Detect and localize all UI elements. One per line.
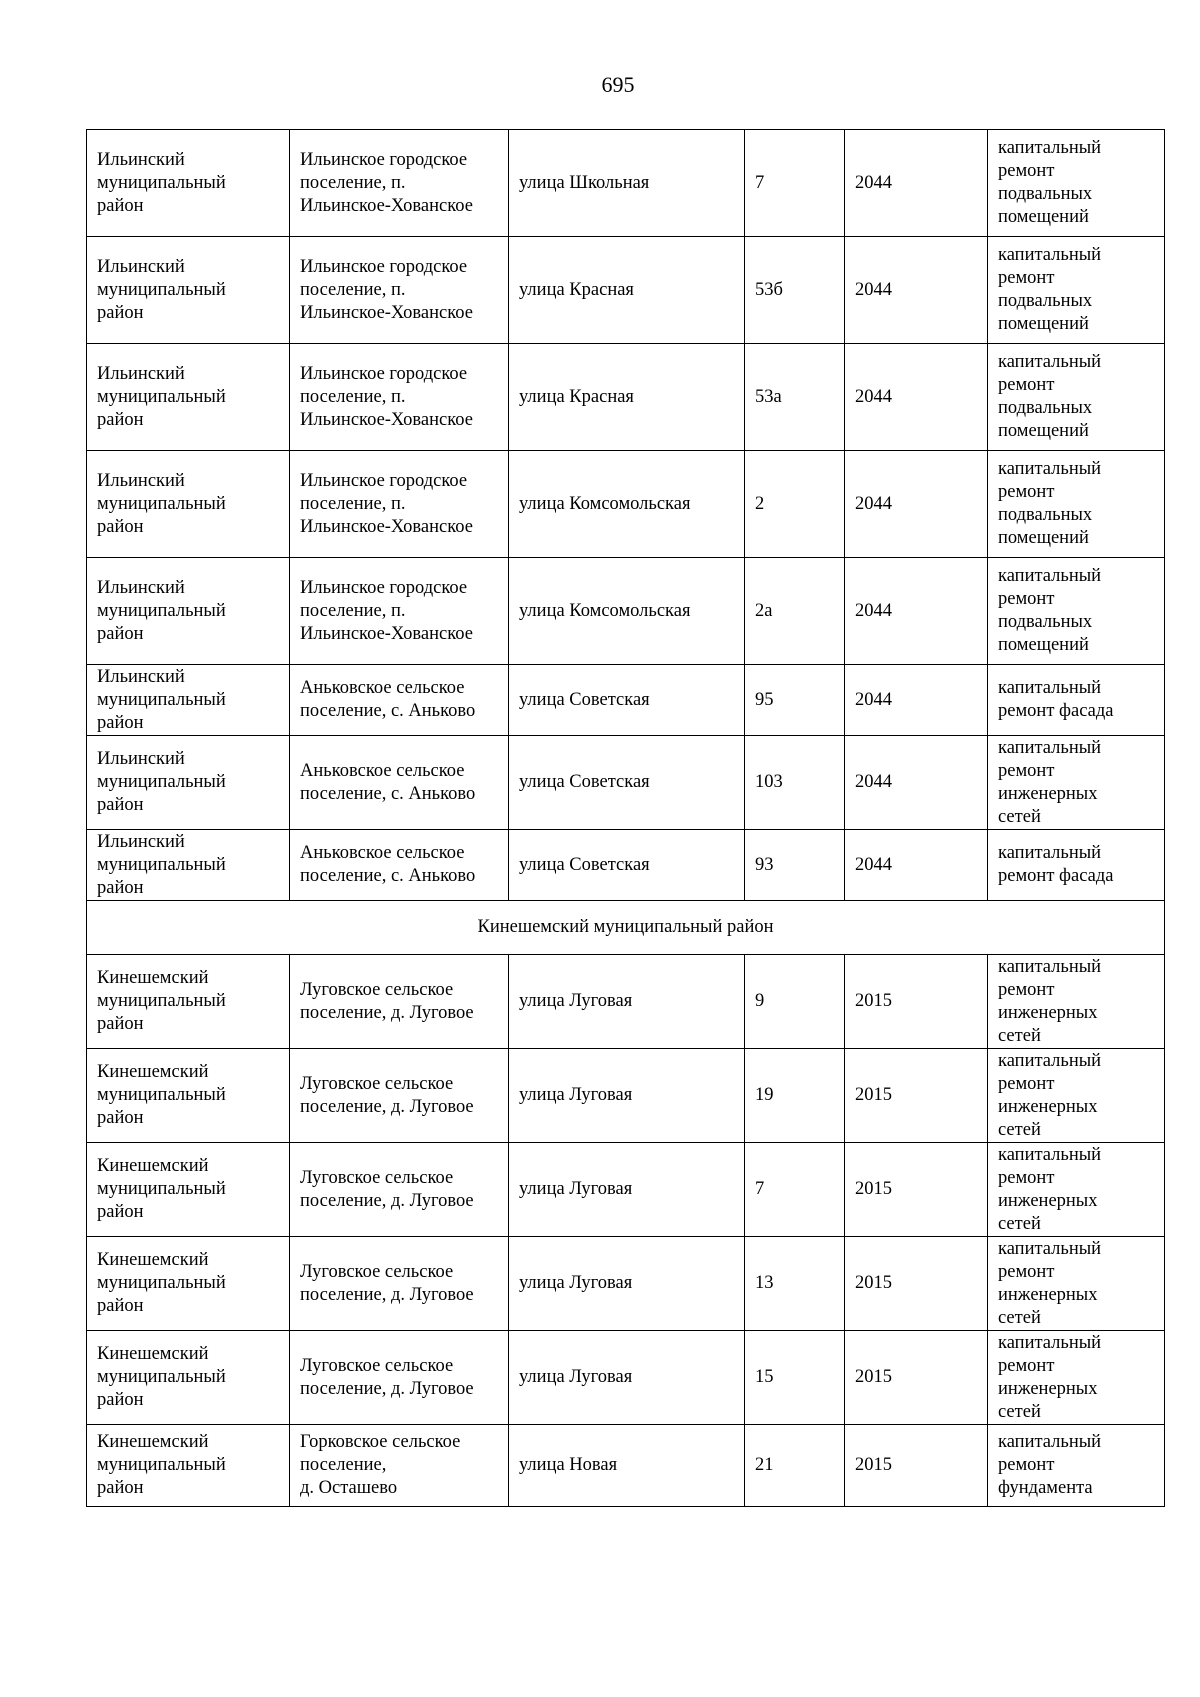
- work-type-cell: [988, 1143, 1165, 1237]
- cell-text-line: подвальных: [998, 505, 1093, 525]
- house-text: 93: [755, 854, 774, 875]
- cell-text-line: Луговское сельское: [300, 1167, 454, 1188]
- cell-text-line: инженерных: [998, 783, 1098, 804]
- cell-text-line: Кинешемский: [97, 1156, 209, 1176]
- house-cell: [745, 1049, 845, 1143]
- year-cell: [845, 736, 988, 830]
- cell-text-line: муниципальный: [97, 386, 226, 407]
- table-row: [87, 830, 1165, 901]
- work-type-cell: [988, 344, 1165, 451]
- cell-text-line: Ильинский: [97, 470, 185, 491]
- cell-text-line: муниципальный: [97, 772, 226, 792]
- cell-text-line: муниципальный: [97, 854, 226, 875]
- year-text: 2015: [855, 991, 892, 1011]
- house-text: 103: [755, 772, 783, 792]
- cell-text-line: капитальный: [998, 566, 1102, 586]
- cell-text-line: ремонт: [998, 375, 1055, 395]
- street-cell: [509, 558, 745, 665]
- house-text: 53а: [755, 386, 782, 407]
- settlement-cell: [290, 830, 509, 901]
- work-type-cell: [988, 665, 1165, 736]
- street-text: улица Советская: [519, 772, 650, 792]
- cell-text-line: Ильинский: [97, 363, 185, 384]
- house-text: 15: [755, 1367, 774, 1387]
- cell-text-line: Ильинское-Хованское: [300, 516, 473, 537]
- cell-text-line: инженерных: [998, 1284, 1098, 1305]
- cell-text-line: поселение, д. Луговое: [300, 1096, 474, 1117]
- cell-text-line: поселение, д. Луговое: [300, 1284, 474, 1305]
- street-cell: [509, 451, 745, 558]
- street-text: улица Красная: [519, 279, 634, 300]
- year-cell: [845, 665, 988, 736]
- district-cell: [87, 955, 290, 1049]
- street-text: улица Новая: [519, 1455, 618, 1475]
- cell-text-line: муниципальный: [97, 1455, 226, 1475]
- house-cell: [745, 736, 845, 830]
- table-row: [87, 1143, 1165, 1237]
- year-cell: [845, 451, 988, 558]
- cell-text-line: поселение, д. Луговое: [300, 1378, 474, 1399]
- street-text: улица Луговая: [519, 991, 633, 1011]
- cell-text-line: поселение, п.: [300, 600, 406, 621]
- table-row: [87, 558, 1165, 665]
- work-type-cell: [988, 955, 1165, 1049]
- year-text: 2015: [855, 1367, 892, 1387]
- page-number: 695: [601, 72, 635, 97]
- cell-text-line: капитальный: [998, 1238, 1102, 1259]
- house-cell: [745, 1425, 845, 1507]
- year-text: 2044: [855, 689, 892, 710]
- table-row: [87, 237, 1165, 344]
- cell-text-line: капитальный: [998, 1144, 1102, 1165]
- work-type-cell: [988, 1425, 1165, 1507]
- cell-text-line: сетей: [998, 1025, 1041, 1046]
- cell-text-line: д. Осташево: [300, 1478, 398, 1498]
- house-cell: [745, 1237, 845, 1331]
- cell-text-line: Луговское сельское: [300, 1261, 454, 1282]
- district-cell: [87, 344, 290, 451]
- house-text: 7: [755, 172, 765, 193]
- street-cell: [509, 1425, 745, 1507]
- cell-text-line: инженерных: [998, 1190, 1098, 1211]
- year-cell: [845, 1237, 988, 1331]
- year-text: 2044: [855, 854, 892, 875]
- settlement-cell: [290, 344, 509, 451]
- cell-text-line: район: [97, 712, 144, 733]
- house-cell: [745, 1331, 845, 1425]
- cell-text-line: район: [97, 1390, 144, 1410]
- house-text: 9: [755, 991, 765, 1011]
- year-cell: [845, 955, 988, 1049]
- settlement-cell: [290, 736, 509, 830]
- house-cell: [745, 558, 845, 665]
- street-text: улица Советская: [519, 854, 650, 875]
- year-text: 2044: [855, 772, 892, 792]
- settlement-cell: [290, 955, 509, 1049]
- cell-text-line: инженерных: [998, 1096, 1098, 1117]
- table-row: [87, 451, 1165, 558]
- street-text: улица Луговая: [519, 1273, 633, 1293]
- district-cell: [87, 736, 290, 830]
- cell-text-line: район: [97, 1478, 144, 1498]
- year-cell: [845, 130, 988, 237]
- cell-text-line: капитальный: [998, 1432, 1102, 1452]
- cell-text-line: район: [97, 795, 144, 815]
- cell-text-line: Кинешемский: [97, 968, 209, 988]
- cell-text-line: подвальных: [998, 184, 1093, 204]
- work-type-cell: [988, 830, 1165, 901]
- cell-text-line: сетей: [998, 1213, 1041, 1234]
- cell-text-line: поселение,: [300, 1455, 387, 1475]
- cell-text-line: Кинешемский: [97, 1250, 209, 1270]
- cell-text-line: сетей: [998, 806, 1041, 827]
- cell-text-line: муниципальный: [97, 279, 226, 300]
- house-text: 13: [755, 1273, 774, 1293]
- settlement-cell: [290, 558, 509, 665]
- year-cell: [845, 344, 988, 451]
- settlement-cell: [290, 451, 509, 558]
- cell-text-line: район: [97, 1296, 144, 1316]
- house-cell: [745, 130, 845, 237]
- cell-text-line: сетей: [998, 1401, 1041, 1422]
- work-type-cell: [988, 130, 1165, 237]
- cell-text-line: муниципальный: [97, 172, 226, 193]
- cell-text-line: капитальный: [998, 678, 1102, 698]
- cell-text-line: ремонт: [998, 1167, 1055, 1188]
- cell-text-line: поселение, п.: [300, 493, 406, 514]
- cell-text-line: Ильинское городское: [300, 470, 468, 491]
- table-row: [87, 955, 1165, 1049]
- district-cell: [87, 1331, 290, 1425]
- work-type-cell: [988, 1049, 1165, 1143]
- cell-text-line: подвальных: [998, 291, 1093, 311]
- street-text: улица Луговая: [519, 1179, 633, 1199]
- cell-text-line: муниципальный: [97, 991, 226, 1011]
- cell-text-line: район: [97, 877, 144, 898]
- cell-text-line: Кинешемский: [97, 1062, 209, 1082]
- cell-text-line: Ильинский: [97, 149, 185, 170]
- street-cell: [509, 130, 745, 237]
- category-heading: Кинешемский муниципальный район: [87, 901, 1165, 955]
- cell-text-line: Луговское сельское: [300, 1355, 454, 1376]
- cell-text-line: ремонт: [998, 268, 1055, 288]
- cell-text-line: муниципальный: [97, 1085, 226, 1105]
- year-text: 2015: [855, 1179, 892, 1199]
- cell-text-line: район: [97, 195, 144, 216]
- cell-text-line: Ильинское городское: [300, 256, 468, 277]
- cell-text-line: Аньковское сельское: [300, 843, 465, 863]
- house-cell: [745, 451, 845, 558]
- work-type-cell: [988, 451, 1165, 558]
- cell-text-line: Ильинское-Хованское: [300, 409, 473, 430]
- house-cell: [745, 344, 845, 451]
- cell-text-line: Ильинское городское: [300, 363, 468, 384]
- cell-text-line: капитальный: [998, 1050, 1102, 1071]
- table-row: [87, 1237, 1165, 1331]
- street-text: улица Луговая: [519, 1085, 633, 1105]
- cell-text-line: помещений: [998, 528, 1089, 548]
- work-type-cell: [988, 736, 1165, 830]
- house-text: 95: [755, 689, 774, 710]
- cell-text-line: капитальный: [998, 245, 1102, 265]
- cell-text-line: поселение, п.: [300, 279, 406, 300]
- cell-text-line: ремонт фасада: [998, 866, 1114, 886]
- house-text: 2: [755, 493, 765, 514]
- settlement-cell: [290, 237, 509, 344]
- category-row: [87, 901, 1165, 955]
- street-cell: [509, 830, 745, 901]
- cell-text-line: ремонт: [998, 979, 1055, 1000]
- district-cell: [87, 1049, 290, 1143]
- cell-text-line: район: [97, 409, 144, 430]
- cell-text-line: капитальный: [998, 138, 1102, 158]
- cell-text-line: Ильинское-Хованское: [300, 623, 473, 644]
- housing-repair-table: [86, 129, 1165, 1507]
- house-text: 53б: [755, 279, 783, 300]
- year-text: 2044: [855, 386, 892, 407]
- year-text: 2015: [855, 1085, 892, 1105]
- cell-text-line: Ильинское-Хованское: [300, 195, 473, 216]
- cell-text-line: подвальных: [998, 398, 1093, 418]
- year-text: 2015: [855, 1273, 892, 1293]
- street-cell: [509, 736, 745, 830]
- street-text: улица Комсомольская: [519, 493, 691, 514]
- year-text: 2044: [855, 493, 892, 514]
- table-row: [87, 1049, 1165, 1143]
- year-cell: [845, 830, 988, 901]
- year-cell: [845, 1143, 988, 1237]
- work-type-cell: [988, 237, 1165, 344]
- district-cell: [87, 830, 290, 901]
- cell-text-line: Ильинский: [97, 831, 185, 852]
- cell-text-line: район: [97, 516, 144, 537]
- table-row: [87, 1425, 1165, 1507]
- year-text: 2044: [855, 279, 892, 300]
- street-cell: [509, 1143, 745, 1237]
- cell-text-line: помещений: [998, 314, 1089, 334]
- street-cell: [509, 665, 745, 736]
- cell-text-line: сетей: [998, 1119, 1041, 1140]
- cell-text-line: ремонт: [998, 589, 1055, 609]
- house-cell: [745, 237, 845, 344]
- cell-text-line: Ильинский: [97, 256, 185, 277]
- cell-text-line: помещений: [998, 207, 1089, 227]
- cell-text-line: капитальный: [998, 737, 1102, 758]
- year-text: 2044: [855, 600, 892, 621]
- cell-text-line: район: [97, 1108, 144, 1128]
- cell-text-line: муниципальный: [97, 1273, 226, 1293]
- cell-text-line: капитальный: [998, 1332, 1102, 1353]
- cell-text-line: поселение, с. Аньково: [300, 783, 476, 804]
- cell-text-line: район: [97, 1014, 144, 1034]
- house-text: 2а: [755, 600, 773, 621]
- street-text: улица Школьная: [519, 172, 650, 193]
- cell-text-line: ремонт: [998, 760, 1055, 781]
- cell-text-line: ремонт: [998, 1355, 1055, 1376]
- cell-text-line: капитальный: [998, 352, 1102, 372]
- cell-text-line: поселение, д. Луговое: [300, 1190, 474, 1211]
- cell-text-line: ремонт: [998, 1073, 1055, 1094]
- year-cell: [845, 1425, 988, 1507]
- year-text: 2044: [855, 172, 892, 193]
- cell-text-line: фундамента: [998, 1478, 1093, 1498]
- year-cell: [845, 1049, 988, 1143]
- district-cell: [87, 1237, 290, 1331]
- cell-text-line: помещений: [998, 421, 1089, 441]
- street-cell: [509, 1049, 745, 1143]
- table-body: [87, 130, 1165, 1507]
- cell-text-line: муниципальный: [97, 1367, 226, 1387]
- cell-text-line: муниципальный: [97, 600, 226, 621]
- cell-text-line: поселение, д. Луговое: [300, 1002, 474, 1023]
- work-type-cell: [988, 1331, 1165, 1425]
- cell-text-line: район: [97, 1202, 144, 1222]
- district-cell: [87, 451, 290, 558]
- cell-text-line: ремонт: [998, 482, 1055, 502]
- cell-text-line: Аньковское сельское: [300, 678, 465, 698]
- cell-text-line: Кинешемский: [97, 1344, 209, 1364]
- cell-text-line: капитальный: [998, 459, 1102, 479]
- house-text: 7: [755, 1179, 765, 1199]
- cell-text-line: Ильинское городское: [300, 149, 468, 170]
- cell-text-line: Ильинское-Хованское: [300, 302, 473, 323]
- cell-text-line: Ильинский: [97, 577, 185, 598]
- street-text: улица Луговая: [519, 1367, 633, 1387]
- street-cell: [509, 955, 745, 1049]
- district-cell: [87, 130, 290, 237]
- cell-text-line: ремонт: [998, 1261, 1055, 1282]
- settlement-cell: [290, 1425, 509, 1507]
- district-cell: [87, 237, 290, 344]
- cell-text-line: Ильинский: [97, 666, 185, 687]
- cell-text-line: Луговское сельское: [300, 979, 454, 1000]
- cell-text-line: муниципальный: [97, 689, 226, 710]
- cell-text-line: инженерных: [998, 1378, 1098, 1399]
- house-cell: [745, 665, 845, 736]
- cell-text-line: поселение, п.: [300, 172, 406, 193]
- year-cell: [845, 558, 988, 665]
- cell-text-line: муниципальный: [97, 1179, 226, 1199]
- cell-text-line: капитальный: [998, 843, 1102, 863]
- cell-text-line: Аньковское сельское: [300, 760, 465, 781]
- table-row: [87, 1331, 1165, 1425]
- table-row: [87, 344, 1165, 451]
- work-type-cell: [988, 558, 1165, 665]
- cell-text-line: поселение, с. Аньково: [300, 701, 476, 721]
- cell-text-line: ремонт: [998, 1455, 1055, 1475]
- street-text: улица Советская: [519, 689, 650, 710]
- house-text: 19: [755, 1085, 774, 1105]
- cell-text-line: Луговское сельское: [300, 1073, 454, 1094]
- district-cell: [87, 1143, 290, 1237]
- house-cell: [745, 830, 845, 901]
- district-cell: [87, 558, 290, 665]
- settlement-cell: [290, 1237, 509, 1331]
- house-cell: [745, 955, 845, 1049]
- house-cell: [745, 1143, 845, 1237]
- settlement-cell: [290, 1143, 509, 1237]
- settlement-cell: [290, 130, 509, 237]
- cell-text-line: Горковское сельское: [300, 1432, 461, 1452]
- cell-text-line: поселение, с. Аньково: [300, 866, 476, 886]
- cell-text-line: поселение, п.: [300, 386, 406, 407]
- cell-text-line: подвальных: [998, 612, 1093, 632]
- cell-text-line: район: [97, 623, 144, 644]
- cell-text-line: ремонт: [998, 161, 1055, 181]
- street-text: улица Красная: [519, 386, 634, 407]
- street-cell: [509, 1331, 745, 1425]
- district-cell: [87, 1425, 290, 1507]
- settlement-cell: [290, 1331, 509, 1425]
- cell-text-line: муниципальный: [97, 493, 226, 514]
- cell-text-line: Ильинское городское: [300, 577, 468, 598]
- table-row: [87, 665, 1165, 736]
- settlement-cell: [290, 1049, 509, 1143]
- settlement-cell: [290, 665, 509, 736]
- district-cell: [87, 665, 290, 736]
- cell-text-line: Ильинский: [97, 749, 185, 769]
- cell-text-line: сетей: [998, 1307, 1041, 1328]
- street-text: улица Комсомольская: [519, 600, 691, 621]
- year-text: 2015: [855, 1455, 892, 1475]
- cell-text-line: Кинешемский: [97, 1432, 209, 1452]
- table-row: [87, 736, 1165, 830]
- street-cell: [509, 344, 745, 451]
- work-type-cell: [988, 1237, 1165, 1331]
- cell-text-line: район: [97, 302, 144, 323]
- cell-text-line: капитальный: [998, 956, 1102, 977]
- street-cell: [509, 1237, 745, 1331]
- table-row: [87, 130, 1165, 237]
- year-cell: [845, 237, 988, 344]
- cell-text-line: помещений: [998, 635, 1089, 655]
- year-cell: [845, 1331, 988, 1425]
- cell-text-line: инженерных: [998, 1002, 1098, 1023]
- cell-text-line: ремонт фасада: [998, 701, 1114, 721]
- street-cell: [509, 237, 745, 344]
- house-text: 21: [755, 1455, 774, 1475]
